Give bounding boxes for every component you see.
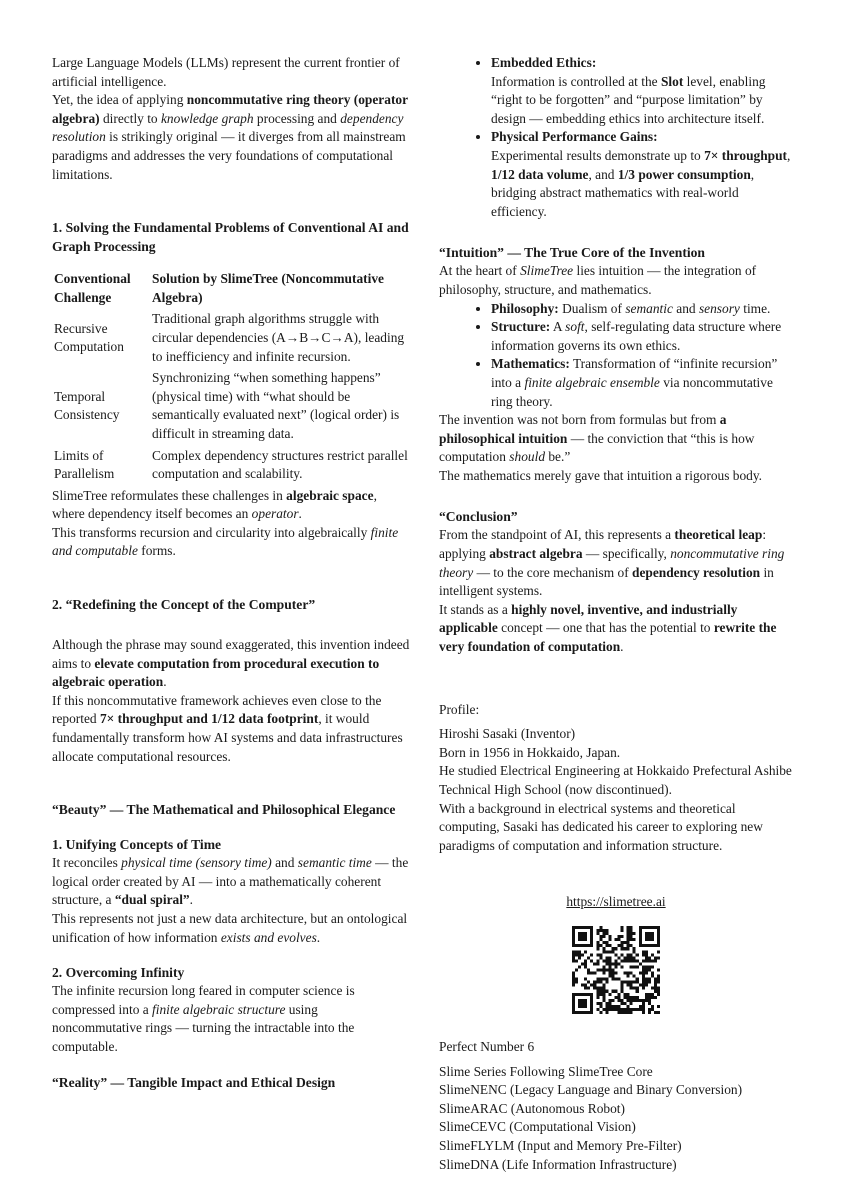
text-run: — the conviction that “this is how computation	[439, 430, 755, 465]
text-run: SlimeTree reformulates these challenges in	[52, 487, 287, 503]
text-run-bold: “dual spiral”	[114, 892, 190, 908]
text-run-italic: should	[509, 449, 546, 465]
text-run: — the logical order created by AI — into a mathematically coherent structure, a	[52, 855, 409, 908]
profile-line: Hiroshi Sasaki (Inventor)	[439, 726, 576, 742]
text-run: .	[163, 674, 167, 690]
qr-container	[439, 926, 793, 1014]
text-run: — specifically,	[582, 546, 671, 562]
text-run-italic: dependency resolution	[52, 110, 404, 145]
text-run: , self-regulating data structure where information governs its own ethics.	[491, 319, 782, 353]
text-run: .	[316, 929, 321, 945]
text-run: and	[672, 300, 699, 316]
text-run-bold: Slot	[660, 73, 684, 89]
intuition-paragraph	[439, 262, 793, 299]
list-item	[491, 54, 793, 128]
text-run-bold: rewrite the very foundation of computation	[439, 620, 777, 655]
profile-line: He studied Electrical Engineering at Hokkaido Prefectural Ashibe Technical High School (now discontinued).	[439, 763, 792, 797]
text-run: , bridging abstract mathematics with real-world efficiency.	[491, 166, 755, 219]
text-run: Information is controlled at the	[491, 73, 661, 89]
text-run: ,	[787, 147, 791, 163]
item-label: Structure:	[491, 319, 551, 335]
text-run: , it would fundamentally transform how AI systems and data infrastructures allocate computational resources.	[52, 711, 403, 764]
text-run: This transforms recursion and circularity into algebraically	[52, 524, 371, 540]
text-run: be.”	[545, 449, 571, 465]
profile-line: Born in 1956 in Hokkaido, Japan.	[439, 744, 621, 760]
text-run-bold: abstract algebra	[489, 546, 583, 562]
text-run: time.	[739, 300, 771, 316]
url-container	[439, 893, 793, 912]
text-run-italic: semantic time	[297, 855, 372, 871]
text-run-bold: 7× throughput	[704, 147, 788, 163]
table-header-solution: Solution by SlimeTree (Noncommutative Algebra)	[152, 271, 384, 305]
text-run: and	[271, 855, 298, 871]
intro-paragraph-1: Large Language Models (LLMs) represent the current frontier of artificial intelligence.	[52, 55, 400, 89]
text-run-italic: physical time (sensory time)	[121, 855, 272, 871]
text-run: The invention was not born from formulas but from	[439, 412, 720, 428]
intuition-paragraph-2	[439, 411, 793, 467]
table-header-row	[52, 270, 410, 310]
text-run: .	[298, 506, 302, 522]
series-line: SlimeCEVC (Computational Vision)	[439, 1119, 636, 1135]
bullet-title: Embedded Ethics:	[491, 55, 597, 70]
beauty-heading: “Beauty” — The Mathematical and Philosophical Elegance	[52, 802, 396, 818]
text-run: processing and	[253, 110, 341, 126]
text-run-italic: SlimeTree	[520, 263, 574, 279]
item-label: Mathematics:	[491, 356, 570, 372]
text-run: .	[189, 892, 193, 908]
text-run: This represents not just a new data architecture, but an ontological unification of how information	[52, 911, 408, 945]
conclusion-paragraph-2	[439, 601, 793, 657]
text-run-bold: dependency resolution	[632, 564, 761, 580]
beauty-sub2-heading: 2. Overcoming Infinity	[52, 965, 185, 981]
intuition-heading: “Intuition” — The True Core of the Invention	[439, 245, 705, 261]
intuition-list	[439, 300, 793, 412]
table-cell-solution: Traditional graph algorithms struggle with circular dependencies (A→B→C→A), leading to inefficiency and infinite recursion.	[152, 311, 405, 364]
series-line: SlimeDNA (Life Information Infrastructure)	[439, 1156, 677, 1172]
text-run: Dualism of	[562, 300, 626, 316]
item-label: Philosophy:	[491, 300, 559, 316]
text-run-italic: finite algebraic ensemble	[524, 374, 660, 390]
text-run: : applying	[439, 527, 767, 562]
series-line: SlimeARAC (Autonomous Robot)	[439, 1100, 625, 1116]
bullet-title: Physical Performance Gains:	[491, 129, 658, 145]
text-run-italic: operator	[251, 506, 299, 522]
text-run: If this noncommutative framework achieves even close to the reported	[52, 692, 382, 727]
table-cell-challenge: Limits of Parallelism	[54, 447, 115, 482]
text-run-bold: noncommutative ring theory (operator algebra)	[52, 92, 408, 126]
intuition-paragraph-3: The mathematics merely gave that intuition a rigorous body.	[439, 467, 763, 483]
text-run: is strikingly original — it diverges from all mainstream paradigms and addresses the very foundations of computational limitations.	[52, 129, 406, 182]
reality-heading: “Reality” — Tangible Impact and Ethical Design	[52, 1074, 336, 1090]
profile-line: With a background in electrical systems and theoretical computing, Sasaki has dedicated his career to exploring new paradigms of computation and information structure.	[439, 800, 763, 853]
text-run: Transformation of “infinite recursion” into a	[491, 356, 778, 390]
text-run-bold: highly novel, inventive, and industrially applicable	[439, 601, 738, 636]
profile-label: Profile:	[439, 701, 480, 717]
section1-after-1	[52, 487, 410, 524]
beauty-sub1-paragraph-1	[52, 854, 410, 910]
text-run: At the heart of	[439, 263, 521, 279]
text-run: via noncommutative ring theory.	[491, 374, 773, 409]
beauty-sub1-heading: 1. Unifying Concepts of Time	[52, 837, 222, 853]
conclusion-paragraph-1	[439, 526, 793, 600]
text-run-bold: elevate computation from procedural execution to algebraic operation	[52, 655, 380, 690]
table-cell-challenge: Recursive Computation	[54, 320, 124, 355]
challenges-table	[52, 270, 410, 487]
series-line: Slime Series Following SlimeTree Core	[439, 1063, 653, 1079]
reality-bullet-list	[439, 54, 793, 221]
text-run-italic: sensory	[698, 300, 740, 316]
text-run-bold: a philosophical intuition	[439, 412, 727, 446]
section1-heading: 1. Solving the Fundamental Problems of Conventional AI and Graph Processing	[52, 220, 409, 255]
text-run-bold: algebraic space	[286, 487, 374, 503]
table-cell-solution: Complex dependency structures restrict parallel computation and scalability.	[152, 447, 408, 482]
conclusion-heading: “Conclusion”	[439, 509, 518, 525]
table-row	[52, 310, 410, 369]
text-run: in intelligent systems.	[439, 564, 774, 599]
list-item	[491, 300, 793, 319]
text-run: , and	[588, 166, 618, 182]
perfect-number-label: Perfect Number 6	[439, 1038, 535, 1054]
text-run: It stands as a	[439, 601, 512, 617]
text-run: forms.	[137, 543, 176, 559]
text-run-bold: 7× throughput and 1/12 data footprint	[99, 711, 319, 727]
text-run: .	[620, 639, 624, 655]
beauty-sub1-paragraph-2	[52, 910, 410, 947]
table-cell-solution: Synchronizing “when something happens” (physical time) with “what should be semantically evaluated next” (logical order) is difficult in streaming data.	[152, 370, 400, 441]
text-run-italic: exists and evolves	[220, 929, 317, 945]
text-run-bold: 1/12 data volume	[491, 166, 589, 182]
list-item	[491, 318, 793, 355]
left-column	[52, 54, 410, 1092]
text-run: Although the phrase may sound exaggerated, this invention indeed aims to	[52, 637, 410, 671]
intro-paragraph-2	[52, 91, 410, 184]
section2-paragraph-2	[52, 692, 410, 766]
website-link[interactable]: https://slimetree.ai	[566, 894, 666, 910]
text-run-italic: noncommutative ring theory	[439, 546, 785, 580]
text-run: Experimental results demonstrate up to	[491, 147, 705, 163]
text-run: level, enabling “right to be forgotten” and “purpose limitation” by design — embedding ethics into architecture itself.	[491, 73, 766, 126]
text-run: , where dependency itself becomes an	[52, 487, 377, 522]
text-run-italic: semantic	[625, 300, 673, 316]
section2-heading: 2. “Redefining the Concept of the Computer”	[52, 597, 316, 613]
right-column	[439, 54, 793, 1174]
text-run: lies intuition — the integration of philosophy, structure, and mathematics.	[439, 263, 757, 297]
text-run: concept — one that has the potential to	[497, 620, 714, 636]
text-run-italic: soft	[565, 319, 585, 335]
beauty-sub2-paragraph	[52, 982, 410, 1056]
list-item	[491, 128, 793, 221]
text-run: The infinite recursion long feared in computer science is compressed into a	[52, 983, 355, 1017]
text-run: — to the core mechanism of	[473, 564, 632, 580]
text-run: A	[552, 319, 566, 335]
table-row	[52, 447, 410, 487]
qr-code-icon	[572, 926, 660, 1014]
text-run: Yet, the idea of applying	[52, 92, 187, 108]
text-run: It reconciles	[52, 855, 122, 871]
text-run-italic: finite algebraic structure	[152, 1001, 286, 1017]
list-item	[491, 355, 793, 411]
text-run-bold: theoretical leap	[674, 527, 763, 543]
text-run: From the standpoint of AI, this represents a	[439, 527, 675, 543]
text-run-italic: finite and computable	[52, 524, 399, 559]
text-run-bold: 1/3 power consumption	[617, 166, 751, 182]
table-header-challenge: Conventional Challenge	[54, 271, 131, 305]
table-cell-challenge: Temporal Consistency	[54, 388, 120, 423]
section1-after-2	[52, 524, 410, 561]
section2-paragraph-1	[52, 636, 410, 692]
text-run: using noncommutative rings — turning the intractable into the computable.	[52, 1001, 355, 1054]
text-run-italic: knowledge graph	[160, 110, 254, 126]
series-line: SlimeNENC (Legacy Language and Binary Conversion)	[439, 1082, 743, 1098]
text-run: directly to	[99, 110, 161, 126]
table-row	[52, 369, 410, 446]
series-line: SlimeFLYLM (Input and Memory Pre-Filter)	[439, 1137, 682, 1153]
